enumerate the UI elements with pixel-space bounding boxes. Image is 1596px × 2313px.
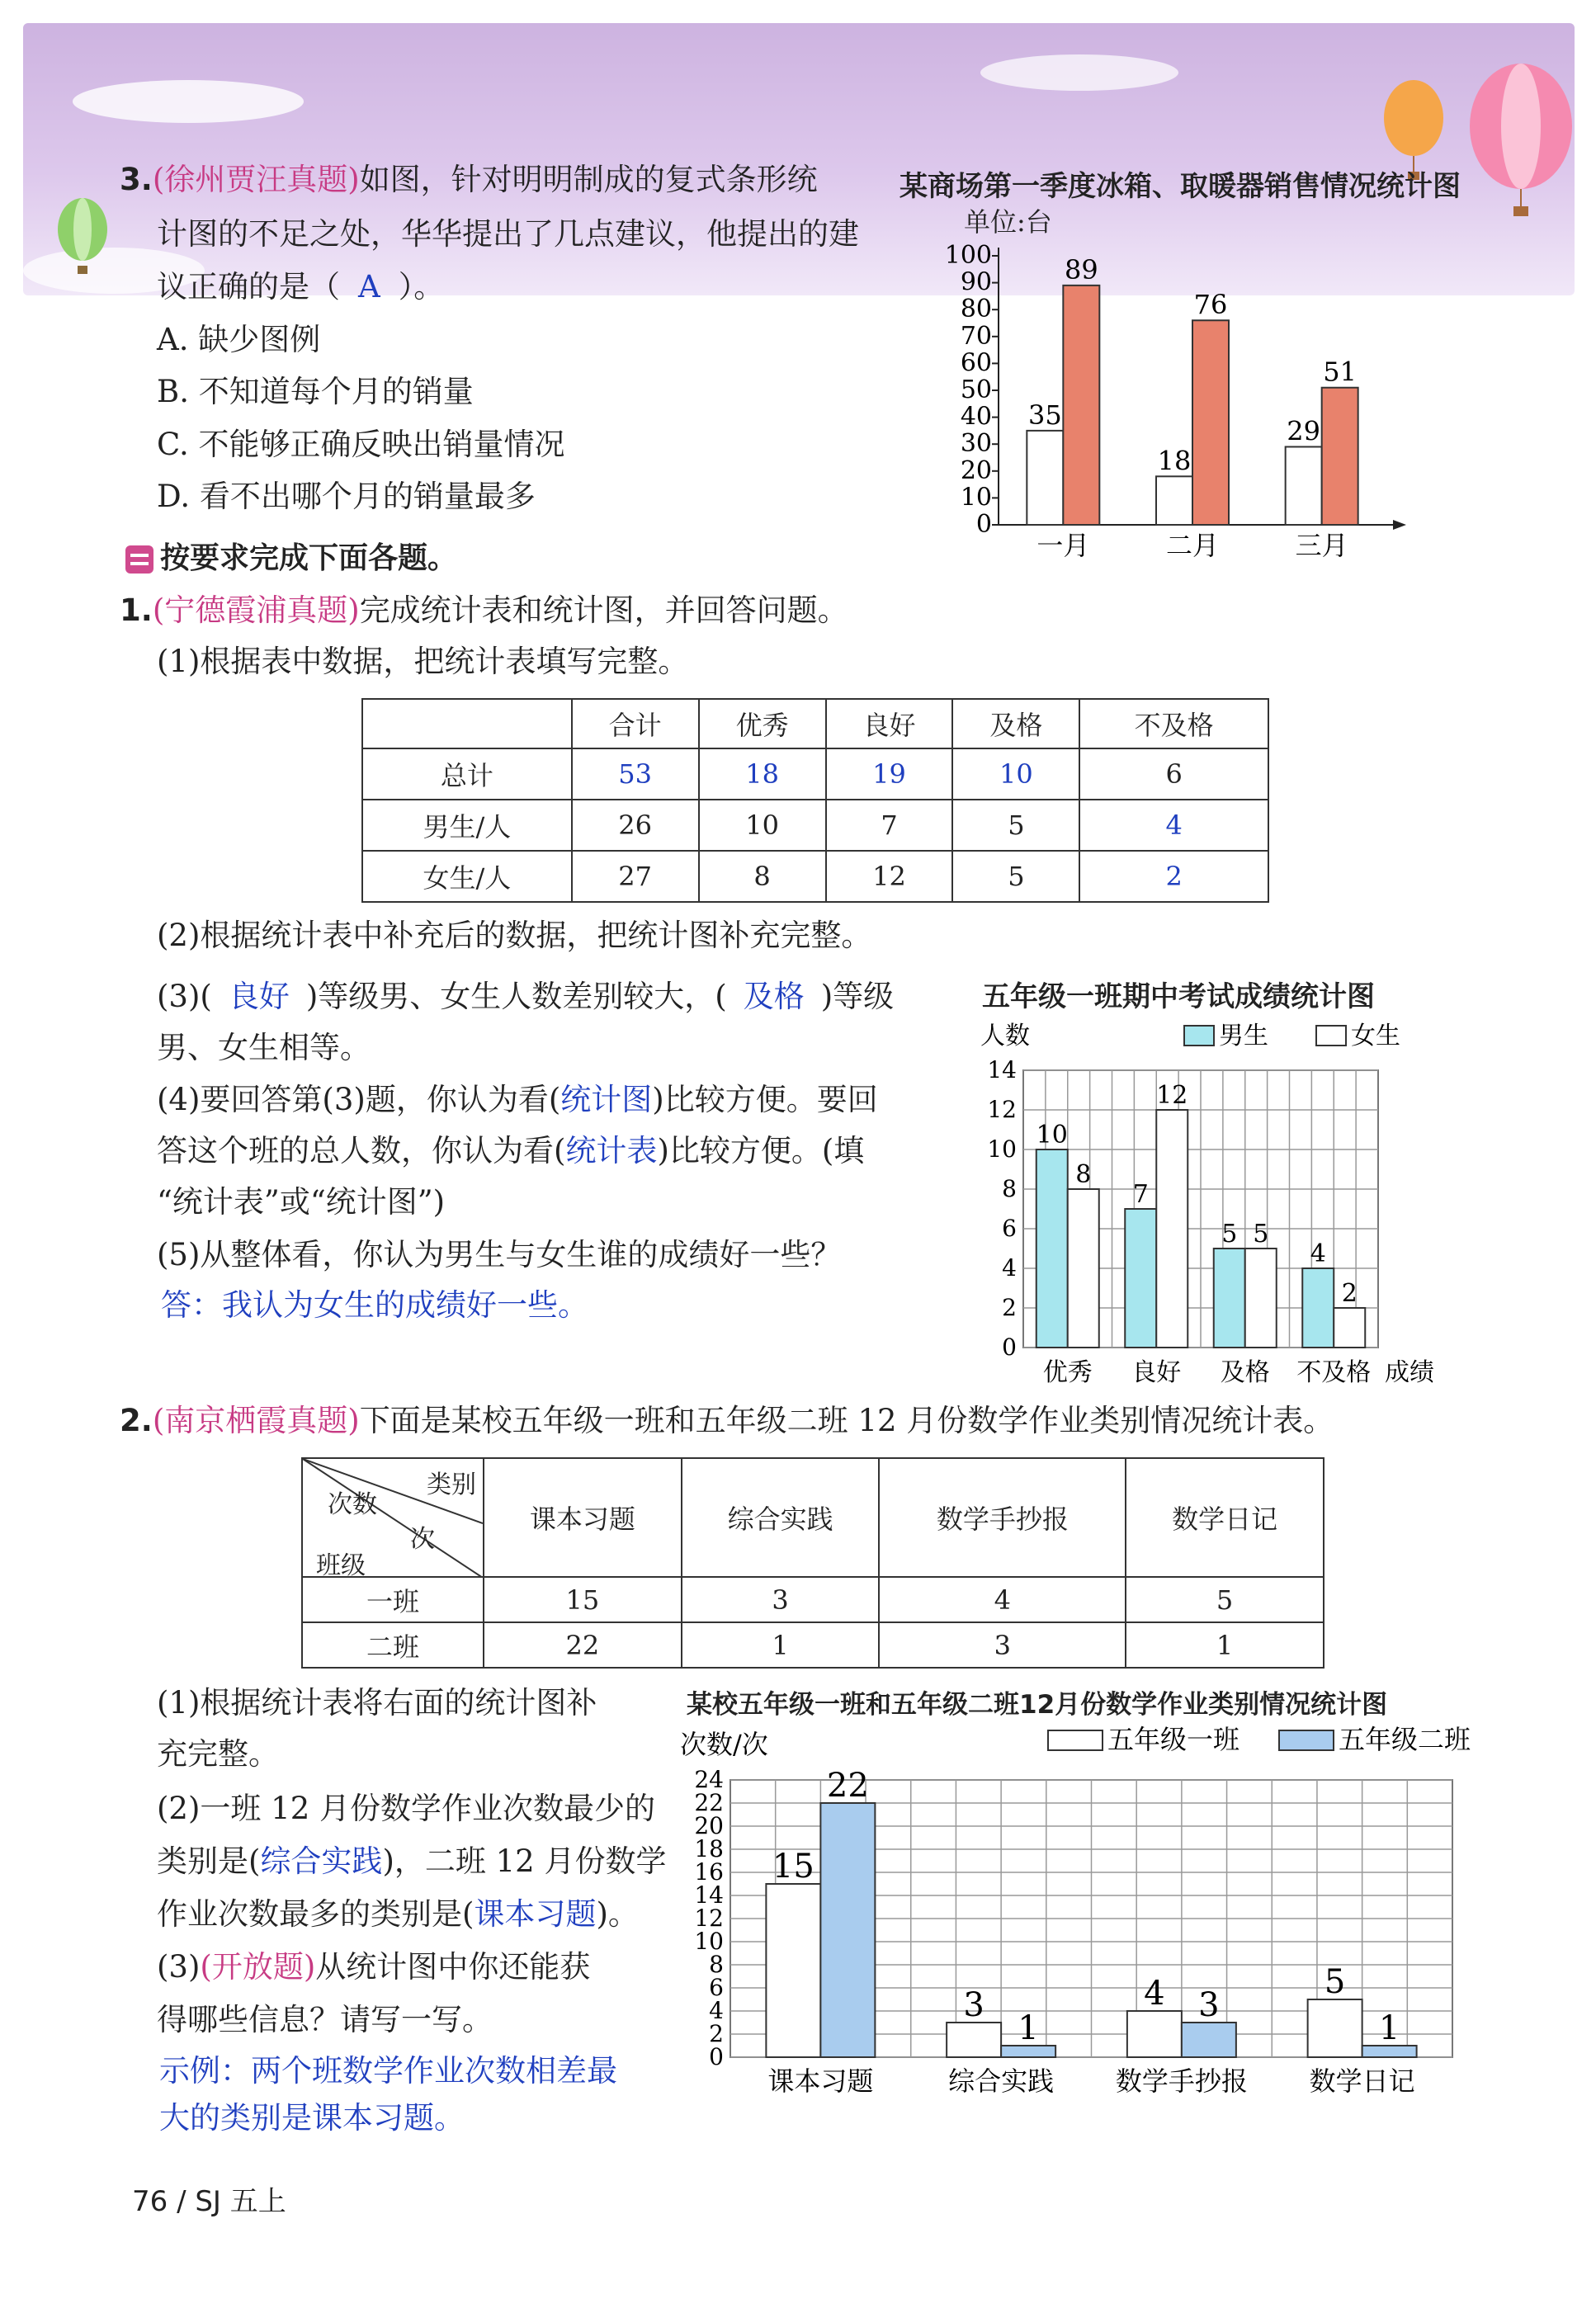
section2-title: 按要求完成下面各题。 xyxy=(160,541,458,575)
bar xyxy=(1362,2046,1417,2057)
table-cell: 5 xyxy=(952,851,1079,902)
category-label: 数学手抄报 xyxy=(1115,2065,1248,2097)
bar xyxy=(1302,1268,1334,1348)
y-tick-label: 20 xyxy=(694,1812,724,1839)
page-footer: 76 / SJ 五上 xyxy=(132,2185,286,2218)
y-tick-label: 60 xyxy=(960,348,992,378)
y-tick-label: 6 xyxy=(1002,1215,1017,1242)
legend-label: 五年级二班 xyxy=(1339,1724,1471,1755)
y-tick-label: 0 xyxy=(1002,1334,1017,1361)
p1-answer: 良好 xyxy=(228,979,290,1014)
table-header: 良好 xyxy=(826,699,953,748)
y-tick-label: 14 xyxy=(987,1056,1017,1083)
x-axis-label: 成绩 xyxy=(1385,1358,1434,1387)
legend-label: 五年级一班 xyxy=(1107,1724,1240,1755)
bar xyxy=(766,1884,820,2057)
table-cell: 7 xyxy=(826,800,953,851)
p2-heading xyxy=(120,1403,1334,1439)
table-corner-cell xyxy=(302,1458,484,1580)
bar-value-label: 89 xyxy=(1064,253,1098,286)
bar xyxy=(1214,1249,1245,1348)
table-cell: 2 xyxy=(1079,851,1268,902)
table-cell: 15 xyxy=(484,1577,682,1622)
chart2-grade-chart xyxy=(974,1011,1452,1399)
bar-value-label: 3 xyxy=(963,1986,985,2024)
y-tick-label: 70 xyxy=(960,321,992,351)
bar-value-label: 76 xyxy=(1193,289,1228,321)
p1-text: (4)要回答第(3)题，你认为看( xyxy=(157,1082,561,1117)
row-label: 二班 xyxy=(302,1622,484,1668)
p2-sub1-line2: 充完整。 xyxy=(157,1736,279,1772)
table-cell: 5 xyxy=(952,800,1079,851)
category-label: 三月 xyxy=(1295,530,1348,561)
table-header: 综合实践 xyxy=(682,1458,880,1577)
bar xyxy=(1001,2046,1055,2057)
bar xyxy=(1127,2011,1182,2057)
p1-text: )比较方便。要回 xyxy=(652,1082,878,1117)
p1-grade-table xyxy=(361,698,1269,903)
p2-text: 从统计图中你还能获 xyxy=(315,1949,591,1985)
table-header: 优秀 xyxy=(699,699,826,748)
p2-text: 下面是某校五年级一班和五年级二班 12 月份数学作业类别情况统计表。 xyxy=(359,1403,1334,1438)
table-cell: 3 xyxy=(682,1577,880,1622)
y-tick-label: 12 xyxy=(694,1905,724,1932)
bar-value-label: 7 xyxy=(1132,1180,1149,1209)
y-tick-label: 2 xyxy=(709,2020,724,2047)
table-cell: 8 xyxy=(699,851,826,902)
bar-value-label: 12 xyxy=(1156,1081,1188,1110)
p1-sub2: (2)根据统计表中补充后的数据，把统计图补充完整。 xyxy=(157,918,872,953)
y-axis-label: 人数 xyxy=(980,1022,1030,1050)
p2-answer: 课本习题 xyxy=(474,1896,597,1932)
table-cell: 19 xyxy=(826,748,953,800)
table-row xyxy=(362,800,1268,851)
table-header-row xyxy=(302,1458,1324,1577)
table-cell: 22 xyxy=(484,1622,682,1668)
table-header xyxy=(362,699,572,748)
p1-text: 完成统计表和统计图，并回答问题。 xyxy=(359,592,848,628)
table-cell: 10 xyxy=(952,748,1079,800)
bar-value-label: 5 xyxy=(1221,1220,1238,1249)
table-cell: 1 xyxy=(1126,1622,1324,1668)
q3-line3 xyxy=(157,269,444,305)
chart1-sales-chart xyxy=(941,231,1419,569)
cloud-shape xyxy=(980,54,1178,91)
table-cell: 26 xyxy=(572,800,699,851)
y-tick-label: 24 xyxy=(694,1766,724,1793)
p2-sub3-line2: 得哪些信息？请写一写。 xyxy=(157,2002,493,2037)
category-label: 优秀 xyxy=(1042,1358,1093,1387)
table-cell: 3 xyxy=(879,1622,1126,1668)
category-label: 课本习题 xyxy=(767,2065,874,2097)
bar xyxy=(1322,388,1358,525)
y-tick-label: 22 xyxy=(694,1789,724,1816)
bar-value-label: 51 xyxy=(1323,356,1358,388)
chart3-title: 某校五年级一班和五年级二班12月份数学作业类别情况统计图 xyxy=(687,1690,1388,1720)
y-tick-label: 10 xyxy=(960,483,992,512)
p1-sub1: (1)根据表中数据，把统计表填写完整。 xyxy=(157,644,689,679)
table-row xyxy=(362,851,1268,902)
y-tick-label: 10 xyxy=(987,1135,1017,1163)
y-tick-label: 40 xyxy=(960,402,992,432)
bar xyxy=(1036,1149,1068,1348)
y-tick-label: 8 xyxy=(709,1951,724,1978)
legend-swatch xyxy=(1184,1026,1214,1046)
legend-label: 女生 xyxy=(1351,1022,1400,1050)
legend-swatch xyxy=(1048,1730,1103,1750)
p1-number: 1. xyxy=(120,592,153,628)
bar xyxy=(1156,476,1192,525)
p2-sub1-line1: (1)根据统计表将右面的统计图补 xyxy=(157,1685,597,1721)
y-tick-label: 80 xyxy=(960,295,992,324)
bar-value-label: 2 xyxy=(1341,1279,1358,1308)
y-tick-label: 18 xyxy=(694,1835,724,1862)
bar xyxy=(1125,1209,1156,1348)
table-row xyxy=(302,1577,1324,1622)
bar xyxy=(1068,1189,1099,1348)
table-row xyxy=(362,748,1268,800)
table-cell: 6 xyxy=(1079,748,1268,800)
bar-value-label: 5 xyxy=(1324,1963,1346,2001)
q3-option-a: A. 缺少图例 xyxy=(157,322,321,357)
table-header: 数学手抄报 xyxy=(879,1458,1126,1577)
row-label: 总计 xyxy=(362,748,572,800)
p1-answer: 统计图 xyxy=(560,1082,653,1117)
bar-value-label: 18 xyxy=(1157,445,1192,477)
p2-sub3-line1 xyxy=(157,1949,590,1985)
table-row xyxy=(302,1622,1324,1668)
bar xyxy=(1192,320,1229,525)
p2-text: )，二班 12 月份数学 xyxy=(382,1843,667,1879)
table-cell: 1 xyxy=(682,1622,880,1668)
table-header: 合计 xyxy=(572,699,699,748)
table-header: 课本习题 xyxy=(484,1458,682,1577)
corner-label: 次数 xyxy=(328,1490,377,1519)
table-cell: 53 xyxy=(572,748,699,800)
y-tick-label: 10 xyxy=(694,1928,724,1955)
section2-heading xyxy=(125,535,457,577)
bar xyxy=(1245,1249,1277,1348)
table-cell: 27 xyxy=(572,851,699,902)
table-cell: 4 xyxy=(879,1577,1126,1622)
y-tick-label: 12 xyxy=(987,1096,1017,1123)
p2-sub2-line2 xyxy=(157,1843,666,1880)
bar-value-label: 29 xyxy=(1287,415,1321,447)
p2-open-tag: (开放题) xyxy=(200,1949,316,1985)
bar xyxy=(1334,1308,1365,1348)
y-tick-label: 4 xyxy=(709,1997,724,2024)
y-tick-label: 20 xyxy=(960,456,992,485)
bar-value-label: 8 xyxy=(1075,1160,1092,1189)
p1-source-tag: (宁德霞浦真题) xyxy=(152,592,360,628)
x-axis-arrow xyxy=(1393,520,1406,530)
y-tick-label: 30 xyxy=(960,429,992,459)
table-header-row xyxy=(362,699,1268,748)
table-header: 及格 xyxy=(952,699,1079,748)
bar-value-label: 1 xyxy=(1378,2009,1400,2047)
chart1-unit: 单位:台 xyxy=(964,206,1052,238)
p2-sub2-line3 xyxy=(157,1896,639,1933)
p1-answer5: 答：我认为女生的成绩好一些。 xyxy=(161,1287,588,1323)
q3-answer: A xyxy=(358,269,380,304)
legend-swatch xyxy=(1279,1730,1334,1750)
bar-value-label: 3 xyxy=(1198,1986,1220,2024)
table-cell: 12 xyxy=(826,851,953,902)
bar xyxy=(820,1803,875,2057)
p2-answer3-line2: 大的类别是课本习题。 xyxy=(159,2100,465,2136)
bar xyxy=(1308,1999,1362,2057)
q3-number: 3. xyxy=(120,162,153,197)
bar-value-label: 4 xyxy=(1310,1239,1326,1268)
p1-text: )比较方便。(填 xyxy=(657,1133,865,1168)
bar xyxy=(1156,1110,1188,1348)
category-label: 二月 xyxy=(1165,530,1220,561)
table-cell: 4 xyxy=(1079,800,1268,851)
category-label: 良好 xyxy=(1131,1358,1182,1387)
y-tick-label: 6 xyxy=(709,1974,724,2001)
y-tick-label: 8 xyxy=(1002,1175,1017,1202)
q3-text: 议正确的是（ xyxy=(157,269,340,304)
bar xyxy=(1286,446,1322,525)
row-label: 一班 xyxy=(302,1577,484,1622)
category-label: 及格 xyxy=(1220,1358,1270,1387)
corner-label: 类别 xyxy=(427,1470,476,1499)
y-tick-label: 50 xyxy=(960,375,992,404)
row-label: 男生/人 xyxy=(362,800,572,851)
p2-text: 类别是( xyxy=(157,1843,261,1879)
p2-source-tag: (南京栖霞真题) xyxy=(152,1403,360,1438)
q3-option-d: D. 看不出哪个月的销量最多 xyxy=(157,479,536,514)
p1-text: (3)( xyxy=(157,979,212,1014)
bar-value-label: 22 xyxy=(826,1767,869,1805)
y-tick-label: 100 xyxy=(944,241,992,270)
category-label: 数学日记 xyxy=(1309,2065,1415,2097)
p1-sub3-line1 xyxy=(157,979,894,1015)
p2-text: 作业次数最多的类别是( xyxy=(157,1896,475,1932)
q3-line2: 计图的不足之处，华华提出了几点建议，他提出的建 xyxy=(157,216,859,252)
table-cell: 5 xyxy=(1126,1577,1324,1622)
p1-sub4-line1 xyxy=(157,1082,878,1118)
p2-text: (3) xyxy=(157,1949,201,1985)
bar-value-label: 15 xyxy=(772,1848,815,1886)
bar-value-label: 1 xyxy=(1018,2009,1039,2047)
p2-homework-table xyxy=(301,1457,1324,1667)
y-axis-label: 次数/次 xyxy=(680,1729,768,1760)
list-icon xyxy=(125,545,153,574)
category-label: 综合实践 xyxy=(948,2065,1055,2097)
p2-number: 2. xyxy=(120,1403,153,1438)
category-label: 一月 xyxy=(1036,530,1090,561)
chart1-title: 某商场第一季度冰箱、取暖器销售情况统计图 xyxy=(900,170,1461,203)
p1-sub5: (5)从整体看，你认为男生与女生谁的成绩好一些？ xyxy=(157,1237,842,1272)
chart2-title: 五年级一班期中考试成绩统计图 xyxy=(982,980,1375,1013)
corner-label: 次 xyxy=(410,1525,435,1554)
balloon-icon xyxy=(1470,64,1572,216)
table-header: 不及格 xyxy=(1079,699,1268,748)
bar-value-label: 10 xyxy=(1036,1121,1068,1149)
y-tick-label: 16 xyxy=(694,1858,724,1886)
y-tick-label: 0 xyxy=(975,510,992,539)
p1-sub3-line2: 男、女生相等。 xyxy=(157,1030,371,1065)
bar-value-label: 35 xyxy=(1027,399,1062,431)
bar-value-label: 5 xyxy=(1253,1220,1269,1249)
p1-answer: 及格 xyxy=(743,979,805,1014)
p1-text: )等级 xyxy=(820,979,895,1014)
q3-text: ）。 xyxy=(398,269,445,304)
p1-text: )等级男、女生人数差别较大，( xyxy=(305,979,727,1014)
legend-swatch xyxy=(1316,1026,1346,1046)
bar xyxy=(947,2023,1001,2057)
p2-text: )。 xyxy=(596,1896,639,1932)
table-header: 数学日记 xyxy=(1126,1458,1324,1577)
y-tick-label: 4 xyxy=(1002,1254,1017,1282)
bar xyxy=(1063,286,1099,525)
q3-source-tag: (徐州贾汪真题) xyxy=(152,162,360,197)
table-cell: 10 xyxy=(699,800,826,851)
p1-sub4-line3: “统计表”或“统计图”) xyxy=(157,1184,446,1220)
q3-text: 如图，针对明明制成的复式条形统 xyxy=(359,162,818,197)
y-tick-label: 2 xyxy=(1002,1294,1017,1321)
p1-answer: 统计表 xyxy=(565,1133,658,1168)
y-tick-label: 90 xyxy=(960,267,992,297)
p2-sub2-line1: (2)一班 12 月份数学作业次数最少的 xyxy=(157,1791,656,1826)
q3-line1 xyxy=(120,162,818,198)
bar xyxy=(1027,431,1063,525)
category-label: 不及格 xyxy=(1296,1358,1372,1387)
p2-answer3-line1: 示例：两个班数学作业次数相差最 xyxy=(159,2053,617,2089)
corner-label: 班级 xyxy=(316,1551,366,1580)
table-cell: 18 xyxy=(699,748,826,800)
legend-label: 男生 xyxy=(1219,1022,1268,1050)
row-label: 女生/人 xyxy=(362,851,572,902)
bar-value-label: 4 xyxy=(1144,1975,1165,2013)
bar xyxy=(1182,2023,1236,2057)
y-tick-label: 0 xyxy=(709,2043,724,2070)
p2-answer: 综合实践 xyxy=(260,1843,383,1879)
cloud-shape xyxy=(73,80,304,123)
q3-option-c: C. 不能够正确反映出销量情况 xyxy=(157,427,565,462)
p1-sub4-line2 xyxy=(157,1133,864,1169)
chart3-homework-chart xyxy=(677,1721,1502,2108)
p1-text: 答这个班的总人数，你认为看( xyxy=(157,1133,566,1168)
y-tick-label: 14 xyxy=(694,1881,724,1909)
q3-option-b: B. 不知道每个月的销量 xyxy=(157,374,474,409)
p1-heading xyxy=(120,592,848,629)
